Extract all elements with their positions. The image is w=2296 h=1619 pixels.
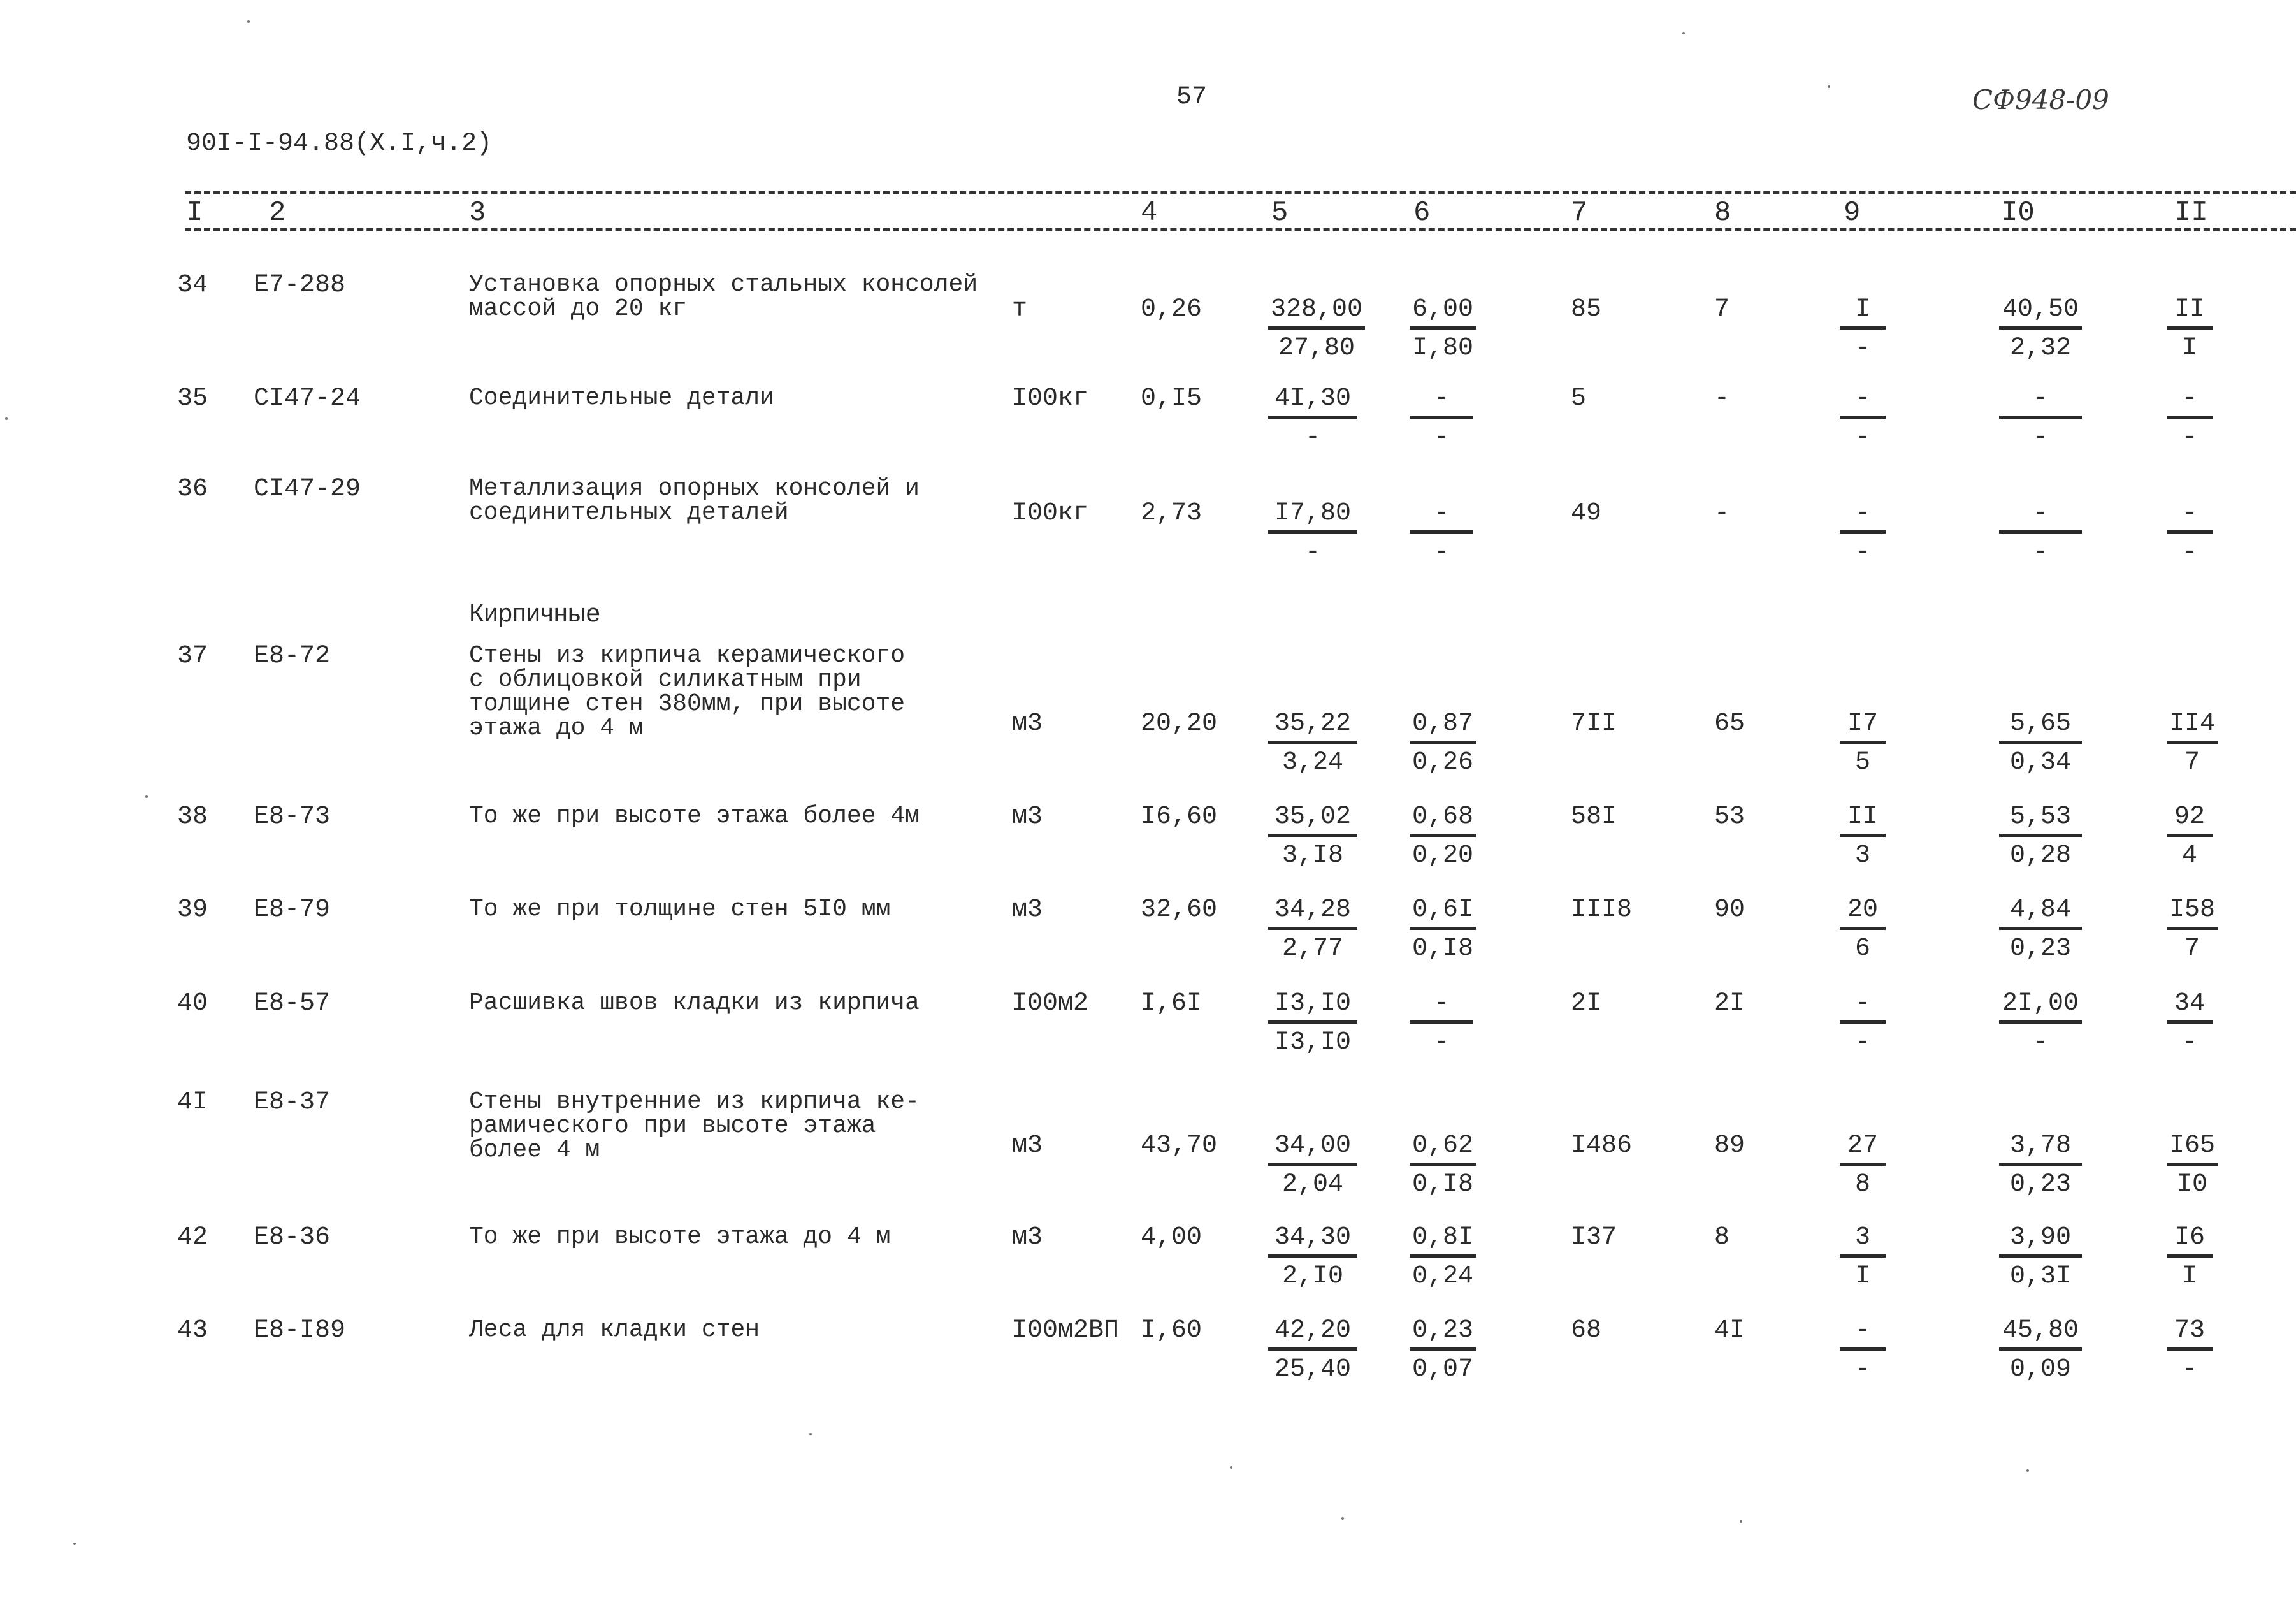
fraction-c10	[1999, 991, 2082, 1056]
row-number: 36	[177, 475, 208, 504]
column-header-9: 9	[1844, 197, 1861, 229]
fraction-denominator: 0,23	[2009, 1170, 2071, 1199]
fraction-denominator: -	[1304, 538, 1320, 567]
quantity: 43,70	[1141, 1131, 1218, 1160]
scan-speck	[809, 1433, 812, 1435]
fraction-denominator: 4	[2181, 841, 2197, 870]
fraction-numerator: I65	[2167, 1133, 2218, 1166]
fraction-c9	[1840, 1318, 1886, 1383]
norm-code: Е8-79	[254, 896, 331, 924]
fraction-c6	[1410, 297, 1476, 361]
fraction-denominator: 27,80	[1278, 334, 1355, 363]
fraction-c5	[1268, 297, 1365, 361]
fraction-numerator: 5,65	[1999, 711, 2082, 744]
fraction-numerator: 34	[2167, 991, 2213, 1024]
fraction-c10	[1999, 804, 2082, 869]
scan-speck	[145, 795, 148, 798]
fraction-denominator: 7	[2184, 934, 2200, 963]
work-description: Соединительные детали	[469, 384, 774, 412]
fraction-numerator: 34,00	[1268, 1133, 1357, 1166]
column-8-value: 4I	[1714, 1316, 1745, 1345]
work-description: То же при высоте этажа до 4 м	[469, 1223, 891, 1251]
column-8-value: 53	[1714, 802, 1745, 831]
column-8-value: 7	[1714, 295, 1730, 324]
fraction-denominator: 0,09	[2009, 1355, 2071, 1384]
fraction-c6	[1410, 1318, 1476, 1383]
fraction-denominator: 7	[2184, 748, 2200, 777]
fraction-c9	[1840, 1133, 1886, 1198]
fraction-numerator: II	[1840, 804, 1886, 837]
fraction-c11	[2167, 1225, 2213, 1289]
column-7-value: 2I	[1571, 989, 1602, 1018]
fraction-denominator: 0,I8	[1412, 934, 1474, 963]
unit-of-measure: м3	[1012, 1131, 1043, 1160]
fraction-numerator: -	[1410, 991, 1473, 1024]
column-header-10: I0	[2001, 197, 2035, 229]
fraction-c9	[1840, 297, 1886, 361]
header-rule-top	[185, 191, 2296, 194]
fraction-numerator: 40,50	[1999, 297, 2082, 330]
fraction-denominator: 0,23	[2009, 934, 2071, 963]
norm-code: Е8-57	[254, 989, 331, 1018]
column-header-8: 8	[1714, 197, 1731, 229]
fraction-numerator: 2I,00	[1999, 991, 2082, 1024]
fraction-c6	[1410, 711, 1476, 776]
norm-code: Е8-36	[254, 1223, 331, 1252]
fraction-c11	[2167, 711, 2218, 776]
fraction-numerator: -	[1999, 386, 2082, 419]
fraction-denominator: -	[2181, 1355, 2197, 1384]
fraction-denominator: -	[2181, 1028, 2197, 1057]
fraction-numerator: 42,20	[1268, 1318, 1357, 1351]
scan-speck	[247, 20, 250, 23]
fraction-numerator: 3,78	[1999, 1133, 2082, 1166]
scan-speck	[5, 417, 8, 420]
fraction-c10	[1999, 1318, 2082, 1383]
scan-speck	[2026, 1469, 2029, 1472]
fraction-denominator: 0,34	[2009, 748, 2071, 777]
row-number: 35	[177, 384, 208, 413]
column-8-value: 2I	[1714, 989, 1745, 1018]
work-description: Металлизация опорных консолей и соединительных деталей	[469, 475, 920, 526]
column-header-6: 6	[1413, 197, 1431, 229]
work-description: Леса для кладки стен	[469, 1316, 760, 1344]
fraction-denominator: 2,77	[1282, 934, 1343, 963]
fraction-denominator: -	[2032, 538, 2048, 567]
work-description: Расшивка швов кладки из кирпича	[469, 989, 920, 1017]
work-description: То же при высоте этажа более 4м	[469, 802, 920, 830]
fraction-numerator: 4I,30	[1268, 386, 1357, 419]
column-7-value: 68	[1571, 1316, 1602, 1345]
fraction-c5	[1268, 804, 1357, 869]
quantity: 32,60	[1141, 896, 1218, 924]
scan-speck	[1828, 85, 1830, 88]
fraction-c11	[2167, 501, 2213, 565]
fraction-numerator: 0,87	[1410, 711, 1476, 744]
column-header-1: I	[186, 197, 203, 229]
fraction-denominator: 0,24	[1412, 1262, 1474, 1291]
fraction-denominator: -	[1854, 538, 1870, 567]
fraction-c9	[1840, 386, 1886, 451]
fraction-numerator: -	[2167, 386, 2213, 419]
column-7-value: III8	[1571, 896, 1633, 924]
fraction-denominator: 5	[1854, 748, 1870, 777]
fraction-numerator: I7	[1840, 711, 1886, 744]
unit-of-measure: т	[1012, 295, 1028, 324]
fraction-denominator: -	[1433, 1028, 1449, 1057]
fraction-numerator: 0,23	[1410, 1318, 1476, 1351]
document-code: 90I-I-94.88(X.I,ч.2)	[186, 129, 493, 158]
fraction-denominator: -	[2032, 1028, 2048, 1057]
fraction-c5	[1268, 386, 1357, 451]
quantity: 0,26	[1141, 295, 1202, 324]
fraction-c9	[1840, 501, 1886, 565]
fraction-denominator: -	[1304, 423, 1320, 452]
fraction-c6	[1410, 386, 1473, 451]
page-number: 57	[1176, 83, 1208, 112]
column-8-value: -	[1714, 499, 1730, 528]
fraction-c9	[1840, 1225, 1886, 1289]
fraction-numerator: -	[1840, 991, 1886, 1024]
scan-speck	[1230, 1466, 1232, 1469]
fraction-numerator: 73	[2167, 1318, 2213, 1351]
unit-of-measure: I00м2ВП	[1012, 1316, 1120, 1345]
row-number: 37	[177, 642, 208, 671]
fraction-denominator: 0,28	[2009, 841, 2071, 870]
fraction-numerator: 45,80	[1999, 1318, 2082, 1351]
fraction-numerator: II4	[2167, 711, 2218, 744]
column-7-value: I37	[1571, 1223, 1617, 1252]
row-number: 39	[177, 896, 208, 924]
fraction-numerator: -	[1410, 501, 1473, 534]
unit-of-measure: м3	[1012, 1223, 1043, 1252]
fraction-numerator: 0,6I	[1410, 897, 1476, 930]
fraction-denominator: I	[2181, 1262, 2197, 1291]
norm-code: Е8-I89	[254, 1316, 346, 1345]
column-7-value: 49	[1571, 499, 1602, 528]
fraction-denominator: 0,07	[1412, 1355, 1474, 1384]
fraction-denominator: 3,24	[1282, 748, 1343, 777]
fraction-c6	[1410, 1133, 1476, 1198]
row-number: 4I	[177, 1088, 208, 1117]
fraction-c10	[1999, 897, 2082, 962]
fraction-c10	[1999, 297, 2082, 361]
column-header-11: II	[2174, 197, 2208, 229]
fraction-numerator: 0,68	[1410, 804, 1476, 837]
fraction-numerator: 0,62	[1410, 1133, 1476, 1166]
quantity: 4,00	[1141, 1223, 1202, 1252]
fraction-denominator: -	[1433, 538, 1449, 567]
fraction-denominator: 2,04	[1282, 1170, 1343, 1199]
fraction-numerator: 34,30	[1268, 1225, 1357, 1258]
fraction-numerator: 92	[2167, 804, 2213, 837]
fraction-numerator: -	[1999, 501, 2082, 534]
fraction-numerator: I3,I0	[1268, 991, 1357, 1024]
column-8-value: 65	[1714, 709, 1745, 738]
fraction-denominator: -	[1854, 1355, 1870, 1384]
fraction-c11	[2167, 804, 2213, 869]
fraction-denominator: I	[2181, 334, 2197, 363]
fraction-c10	[1999, 1225, 2082, 1289]
unit-of-measure: I00м2	[1012, 989, 1089, 1018]
fraction-denominator: -	[1433, 423, 1449, 452]
fraction-numerator: 328,00	[1268, 297, 1365, 330]
column-8-value: -	[1714, 384, 1730, 413]
fraction-c9	[1840, 711, 1886, 776]
fraction-c5	[1268, 1225, 1357, 1289]
column-header-7: 7	[1571, 197, 1588, 229]
fraction-c10	[1999, 386, 2082, 451]
quantity: 2,73	[1141, 499, 1202, 528]
fraction-numerator: 6,00	[1410, 297, 1476, 330]
fraction-denominator: 0,I8	[1412, 1170, 1474, 1199]
norm-code: Е8-72	[254, 642, 331, 671]
fraction-denominator: 25,40	[1274, 1355, 1352, 1384]
work-description: То же при толщине стен 5I0 мм	[469, 896, 891, 923]
column-8-value: 90	[1714, 896, 1745, 924]
fraction-denominator: -	[1854, 423, 1870, 452]
norm-code: Е8-73	[254, 802, 331, 831]
column-7-value: 7II	[1571, 709, 1617, 738]
fraction-numerator: -	[2167, 501, 2213, 534]
fraction-denominator: -	[2181, 538, 2197, 567]
fraction-c10	[1999, 501, 2082, 565]
fraction-numerator: 0,8I	[1410, 1225, 1476, 1258]
fraction-denominator: -	[1854, 334, 1870, 363]
row-number: 34	[177, 271, 208, 300]
fraction-numerator: I7,80	[1268, 501, 1357, 534]
column-8-value: 8	[1714, 1223, 1730, 1252]
quantity: I6,60	[1141, 802, 1218, 831]
fraction-c11	[2167, 1318, 2213, 1383]
quantity: 0,I5	[1141, 384, 1202, 413]
unit-of-measure: м3	[1012, 896, 1043, 924]
fraction-numerator: -	[1840, 1318, 1886, 1351]
row-number: 43	[177, 1316, 208, 1345]
scan-speck	[1682, 32, 1685, 34]
fraction-numerator: 20	[1840, 897, 1886, 930]
fraction-c6	[1410, 897, 1476, 962]
section-label: Кирпичные	[469, 599, 600, 627]
fraction-c5	[1268, 711, 1357, 776]
fraction-numerator: 35,22	[1268, 711, 1357, 744]
fraction-c11	[2167, 991, 2213, 1056]
column-7-value: 5	[1571, 384, 1587, 413]
fraction-denominator: 0,26	[1412, 748, 1474, 777]
quantity: I,6I	[1141, 989, 1202, 1018]
fraction-denominator: 3,I8	[1282, 841, 1343, 870]
fraction-numerator: 3	[1840, 1225, 1886, 1258]
scan-speck	[73, 1543, 76, 1545]
fraction-denominator: I,80	[1412, 334, 1474, 363]
scan-speck	[1341, 1517, 1344, 1520]
fraction-numerator: I	[1840, 297, 1886, 330]
row-number: 42	[177, 1223, 208, 1252]
fraction-numerator: 27	[1840, 1133, 1886, 1166]
fraction-numerator: -	[1840, 386, 1886, 419]
fraction-denominator: -	[1854, 1028, 1870, 1057]
fraction-c6	[1410, 501, 1473, 565]
fraction-numerator: II	[2167, 297, 2213, 330]
fraction-c5	[1268, 1133, 1357, 1198]
fraction-c6	[1410, 991, 1473, 1056]
fraction-c5	[1268, 501, 1357, 565]
work-description: Стены внутренние из кирпича ке- рамического при высоте этажа более 4 м	[469, 1088, 920, 1164]
fraction-denominator: -	[2181, 423, 2197, 452]
column-8-value: 89	[1714, 1131, 1745, 1160]
fraction-denominator: I	[1854, 1262, 1870, 1291]
unit-of-measure: м3	[1012, 709, 1043, 738]
norm-code: Е7-288	[254, 271, 346, 300]
fraction-denominator: I0	[2177, 1170, 2208, 1199]
fraction-denominator: 8	[1854, 1170, 1870, 1199]
unit-of-measure: м3	[1012, 802, 1043, 831]
fraction-c9	[1840, 804, 1886, 869]
fraction-denominator: 0,20	[1412, 841, 1474, 870]
row-number: 40	[177, 989, 208, 1018]
fraction-denominator: 2,I0	[1282, 1262, 1343, 1291]
fraction-denominator: I3,I0	[1274, 1028, 1352, 1057]
work-description: Стены из кирпича керамического с облицовкой силикатным при толщине стен 380мм, при высоте этажа до 4 м	[469, 642, 906, 742]
fraction-numerator: 5,53	[1999, 804, 2082, 837]
quantity: 20,20	[1141, 709, 1218, 738]
fraction-c10	[1999, 711, 2082, 776]
fraction-numerator: I6	[2167, 1225, 2213, 1258]
norm-code: СI47-29	[254, 475, 361, 504]
quantity: I,60	[1141, 1316, 1202, 1345]
fraction-c5	[1268, 991, 1357, 1056]
scan-speck	[1740, 1520, 1742, 1523]
fraction-numerator: -	[1840, 501, 1886, 534]
fraction-c6	[1410, 1225, 1476, 1289]
fraction-denominator: 0,3I	[2009, 1262, 2071, 1291]
fraction-numerator: 3,90	[1999, 1225, 2082, 1258]
fraction-c5	[1268, 897, 1357, 962]
fraction-c5	[1268, 1318, 1357, 1383]
fraction-denominator: 3	[1854, 841, 1870, 870]
column-header-5: 5	[1271, 197, 1289, 229]
column-7-value: 85	[1571, 295, 1602, 324]
fraction-numerator: 35,02	[1268, 804, 1357, 837]
column-header-4: 4	[1141, 197, 1158, 229]
fraction-numerator: I58	[2167, 897, 2218, 930]
fraction-denominator: 2,32	[2009, 334, 2071, 363]
fraction-c10	[1999, 1133, 2082, 1198]
column-header-3: 3	[469, 197, 486, 229]
row-number: 38	[177, 802, 208, 831]
column-header-2: 2	[269, 197, 286, 229]
fraction-numerator: 4,84	[1999, 897, 2082, 930]
fraction-c6	[1410, 804, 1476, 869]
fraction-c11	[2167, 897, 2218, 962]
fraction-numerator: -	[1410, 386, 1473, 419]
column-7-value: 58I	[1571, 802, 1617, 831]
fraction-c9	[1840, 991, 1886, 1056]
fraction-c11	[2167, 386, 2213, 451]
work-description: Установка опорных стальных консолей массой до 20 кг	[469, 271, 978, 323]
fraction-c11	[2167, 297, 2213, 361]
fraction-denominator: -	[2032, 423, 2048, 452]
norm-code: СI47-24	[254, 384, 361, 413]
header-rule-bottom	[185, 228, 2296, 231]
column-7-value: I486	[1571, 1131, 1633, 1160]
fraction-c11	[2167, 1133, 2218, 1198]
fraction-denominator: 6	[1854, 934, 1870, 963]
norm-code: Е8-37	[254, 1088, 331, 1117]
fraction-c9	[1840, 897, 1886, 962]
unit-of-measure: I00кг	[1012, 499, 1089, 528]
archive-stamp: СФ948-09	[1972, 84, 2109, 115]
fraction-numerator: 34,28	[1268, 897, 1357, 930]
unit-of-measure: I00кг	[1012, 384, 1089, 413]
